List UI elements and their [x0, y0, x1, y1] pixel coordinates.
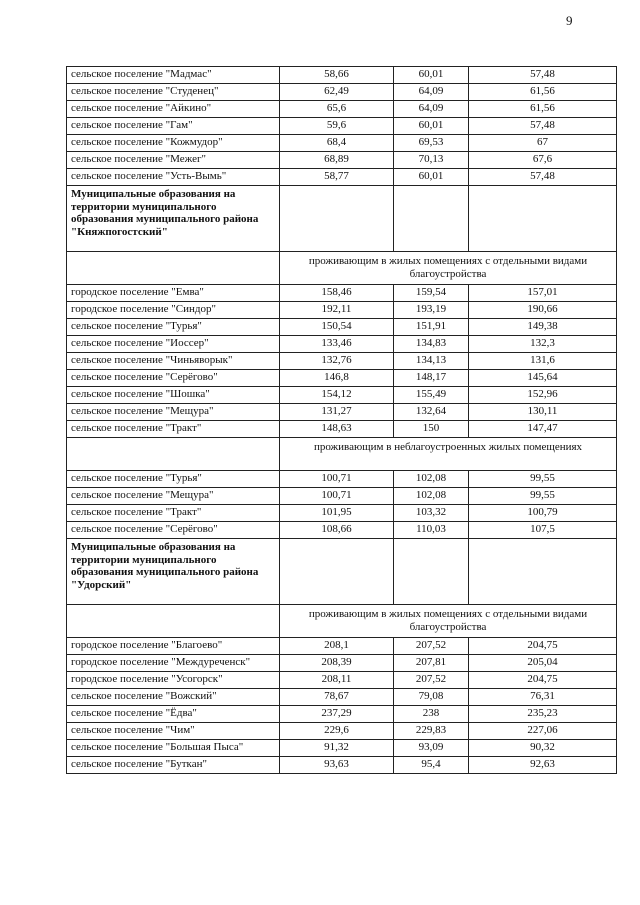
- settlement-name-cell: сельское поселение "Ёдва": [67, 706, 280, 723]
- settlement-name-cell: городское поселение "Емва": [67, 285, 280, 302]
- value-cell: 99,55: [469, 471, 617, 488]
- value-cell: 205,04: [469, 655, 617, 672]
- settlement-name-cell: сельское поселение "Межег": [67, 152, 280, 169]
- value-cell: 79,08: [394, 689, 469, 706]
- value-cell: 150,54: [280, 319, 394, 336]
- settlement-name-cell: сельское поселение "Чиньяворык": [67, 353, 280, 370]
- value-cell: 132,3: [469, 336, 617, 353]
- value-cell: 100,71: [280, 471, 394, 488]
- value-cell: 237,29: [280, 706, 394, 723]
- table-row: [67, 101, 617, 118]
- value-cell: 62,49: [280, 84, 394, 101]
- value-cell: 155,49: [394, 387, 469, 404]
- settlement-name-cell: сельское поселение "Турья": [67, 319, 280, 336]
- value-cell: 100,71: [280, 488, 394, 505]
- value-cell: 95,4: [394, 757, 469, 774]
- value-cell: 154,12: [280, 387, 394, 404]
- settlement-name-cell: городское поселение "Междуреченск": [67, 655, 280, 672]
- value-cell: 204,75: [469, 638, 617, 655]
- value-cell: 207,52: [394, 672, 469, 689]
- value-cell: 208,39: [280, 655, 394, 672]
- category-header-row: [67, 605, 617, 638]
- table-row: [67, 302, 617, 319]
- value-cell: 91,32: [280, 740, 394, 757]
- empty-cell: [67, 605, 280, 638]
- value-cell: 57,48: [469, 169, 617, 186]
- value-cell: 57,48: [469, 118, 617, 135]
- table-row: [67, 672, 617, 689]
- category-header-row: [67, 438, 617, 471]
- table-row: [67, 84, 617, 101]
- value-cell: 235,23: [469, 706, 617, 723]
- value-cell: 58,77: [280, 169, 394, 186]
- value-cell: 90,32: [469, 740, 617, 757]
- settlement-name-cell: сельское поселение "Тракт": [67, 421, 280, 438]
- settlement-name-cell: сельское поселение "Чим": [67, 723, 280, 740]
- settlement-name-cell: городское поселение "Синдор": [67, 302, 280, 319]
- tariff-table: [66, 66, 617, 774]
- empty-cell: [67, 252, 280, 285]
- page-number: 9: [566, 13, 573, 28]
- category-heading: проживающим в жилых помещениях с отдельными видами благоустройства: [280, 605, 617, 638]
- value-cell: 70,13: [394, 152, 469, 169]
- table-row: [67, 169, 617, 186]
- empty-cell: [469, 186, 617, 252]
- value-cell: 207,52: [394, 638, 469, 655]
- table-row: [67, 152, 617, 169]
- value-cell: 64,09: [394, 84, 469, 101]
- table-row: [67, 706, 617, 723]
- table-row: [67, 638, 617, 655]
- value-cell: 99,55: [469, 488, 617, 505]
- value-cell: 108,66: [280, 522, 394, 539]
- value-cell: 158,46: [280, 285, 394, 302]
- value-cell: 92,63: [469, 757, 617, 774]
- value-cell: 149,38: [469, 319, 617, 336]
- table-row: [67, 336, 617, 353]
- value-cell: 157,01: [469, 285, 617, 302]
- value-cell: 69,53: [394, 135, 469, 152]
- value-cell: 61,56: [469, 84, 617, 101]
- value-cell: 100,79: [469, 505, 617, 522]
- table-row: [67, 421, 617, 438]
- value-cell: 107,5: [469, 522, 617, 539]
- value-cell: 152,96: [469, 387, 617, 404]
- value-cell: 64,09: [394, 101, 469, 118]
- value-cell: 57,48: [469, 67, 617, 84]
- value-cell: 146,8: [280, 370, 394, 387]
- value-cell: 192,11: [280, 302, 394, 319]
- settlement-name-cell: сельское поселение "Вожский": [67, 689, 280, 706]
- settlement-name-cell: сельское поселение "Студенец": [67, 84, 280, 101]
- value-cell: 133,46: [280, 336, 394, 353]
- value-cell: 145,64: [469, 370, 617, 387]
- settlement-name-cell: сельское поселение "Турья": [67, 471, 280, 488]
- value-cell: 93,63: [280, 757, 394, 774]
- table-row: [67, 689, 617, 706]
- value-cell: 134,13: [394, 353, 469, 370]
- settlement-name-cell: сельское поселение "Иоссер": [67, 336, 280, 353]
- settlement-name-cell: сельское поселение "Мещура": [67, 404, 280, 421]
- empty-cell: [280, 186, 394, 252]
- value-cell: 150: [394, 421, 469, 438]
- value-cell: 148,63: [280, 421, 394, 438]
- table-row: [67, 319, 617, 336]
- category-header-row: [67, 252, 617, 285]
- settlement-name-cell: сельское поселение "Мещура": [67, 488, 280, 505]
- empty-cell: [280, 539, 394, 605]
- value-cell: 207,81: [394, 655, 469, 672]
- empty-cell: [67, 438, 280, 471]
- value-cell: 110,03: [394, 522, 469, 539]
- value-cell: 132,64: [394, 404, 469, 421]
- value-cell: 227,06: [469, 723, 617, 740]
- value-cell: 68,4: [280, 135, 394, 152]
- value-cell: 131,6: [469, 353, 617, 370]
- value-cell: 60,01: [394, 118, 469, 135]
- section-header-row: [67, 186, 617, 252]
- value-cell: 190,66: [469, 302, 617, 319]
- settlement-name-cell: городское поселение "Благоево": [67, 638, 280, 655]
- settlement-name-cell: сельское поселение "Усть-Вымь": [67, 169, 280, 186]
- section-header-row: [67, 539, 617, 605]
- settlement-name-cell: городское поселение "Усогорск": [67, 672, 280, 689]
- table-row: [67, 723, 617, 740]
- value-cell: 67: [469, 135, 617, 152]
- table-row: [67, 655, 617, 672]
- settlement-name-cell: сельское поселение "Мадмас": [67, 67, 280, 84]
- value-cell: 159,54: [394, 285, 469, 302]
- table-row: [67, 488, 617, 505]
- table-row: [67, 285, 617, 302]
- settlement-name-cell: сельское поселение "Серёгово": [67, 522, 280, 539]
- table-row: [67, 757, 617, 774]
- value-cell: 204,75: [469, 672, 617, 689]
- value-cell: 132,76: [280, 353, 394, 370]
- tariff-table-body: [67, 67, 617, 774]
- settlement-name-cell: сельское поселение "Гам": [67, 118, 280, 135]
- table-row: [67, 370, 617, 387]
- table-row: [67, 67, 617, 84]
- table-row: [67, 522, 617, 539]
- value-cell: 65,6: [280, 101, 394, 118]
- value-cell: 68,89: [280, 152, 394, 169]
- value-cell: 208,11: [280, 672, 394, 689]
- value-cell: 60,01: [394, 169, 469, 186]
- value-cell: 101,95: [280, 505, 394, 522]
- section-heading: Муниципальные образования на территории муниципального образования муниципального района "Удорский": [67, 539, 280, 605]
- value-cell: 103,32: [394, 505, 469, 522]
- table-row: [67, 505, 617, 522]
- value-cell: 102,08: [394, 488, 469, 505]
- table-row: [67, 135, 617, 152]
- empty-cell: [394, 186, 469, 252]
- value-cell: 130,11: [469, 404, 617, 421]
- value-cell: 148,17: [394, 370, 469, 387]
- settlement-name-cell: сельское поселение "Тракт": [67, 505, 280, 522]
- empty-cell: [394, 539, 469, 605]
- value-cell: 134,83: [394, 336, 469, 353]
- value-cell: 208,1: [280, 638, 394, 655]
- table-row: [67, 118, 617, 135]
- table-row: [67, 387, 617, 404]
- settlement-name-cell: сельское поселение "Шошка": [67, 387, 280, 404]
- value-cell: 61,56: [469, 101, 617, 118]
- category-heading: проживающим в жилых помещениях с отдельными видами благоустройства: [280, 252, 617, 285]
- value-cell: 59,6: [280, 118, 394, 135]
- table-row: [67, 471, 617, 488]
- value-cell: 102,08: [394, 471, 469, 488]
- value-cell: 78,67: [280, 689, 394, 706]
- table-row: [67, 740, 617, 757]
- value-cell: 58,66: [280, 67, 394, 84]
- settlement-name-cell: сельское поселение "Большая Пыса": [67, 740, 280, 757]
- settlement-name-cell: сельское поселение "Серёгово": [67, 370, 280, 387]
- value-cell: 229,6: [280, 723, 394, 740]
- settlement-name-cell: сельское поселение "Айкино": [67, 101, 280, 118]
- section-heading: Муниципальные образования на территории муниципального образования муниципального района "Княжпогостский": [67, 186, 280, 252]
- value-cell: 147,47: [469, 421, 617, 438]
- table-row: [67, 353, 617, 370]
- category-heading: проживающим в неблагоустроенных жилых помещениях: [280, 438, 617, 471]
- value-cell: 131,27: [280, 404, 394, 421]
- value-cell: 60,01: [394, 67, 469, 84]
- empty-cell: [469, 539, 617, 605]
- value-cell: 151,91: [394, 319, 469, 336]
- value-cell: 238: [394, 706, 469, 723]
- value-cell: 76,31: [469, 689, 617, 706]
- value-cell: 93,09: [394, 740, 469, 757]
- value-cell: 67,6: [469, 152, 617, 169]
- settlement-name-cell: сельское поселение "Кожмудор": [67, 135, 280, 152]
- table-row: [67, 404, 617, 421]
- settlement-name-cell: сельское поселение "Буткан": [67, 757, 280, 774]
- value-cell: 193,19: [394, 302, 469, 319]
- value-cell: 229,83: [394, 723, 469, 740]
